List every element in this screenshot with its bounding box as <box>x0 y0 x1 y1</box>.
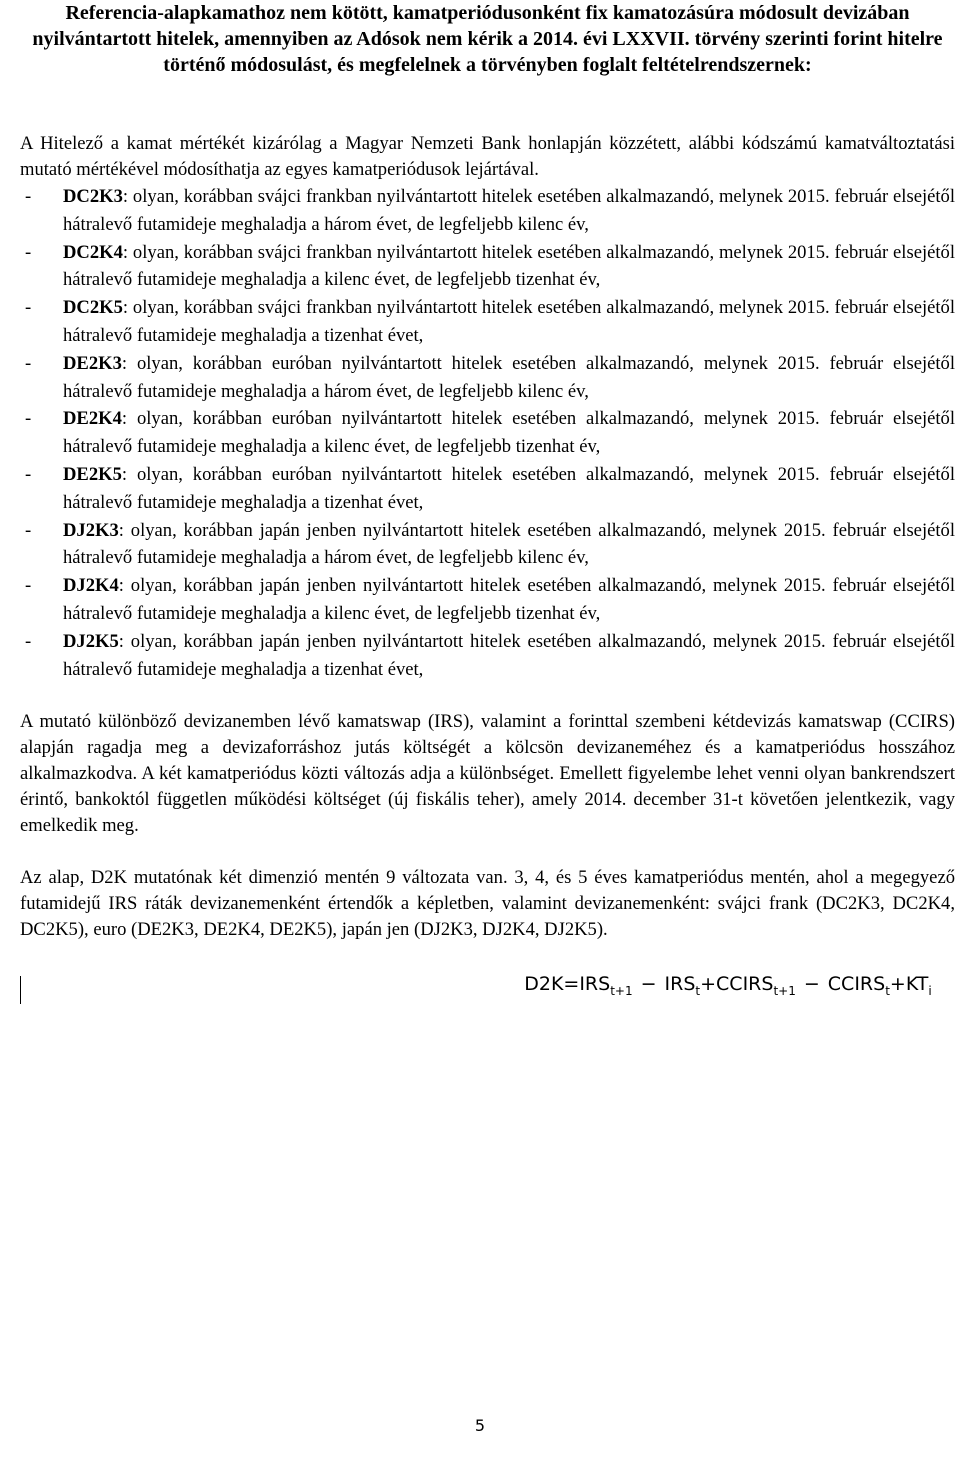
indicator-code: DE2K4 <box>63 408 122 430</box>
indicator-code: DC2K4 <box>63 241 123 263</box>
document-page <box>20 0 955 1013</box>
indicator-item <box>20 572 955 628</box>
formula-sub: i <box>928 984 932 999</box>
indicator-code: DE2K5 <box>63 463 122 485</box>
indicator-item <box>20 461 955 517</box>
indicator-description: : olyan, korábban svájci frankban nyilvántartott hitelek esetében alkalmazandó, melynek 2015. február elsejétől hátralevő futamideje meghaladja a kilenc évet, de legfeljebb tizenhat év, <box>63 241 955 291</box>
formula-sub: t+1 <box>773 984 796 999</box>
section-heading: Referencia-alapkamathoz nem kötött, kamatperiódusonként fix kamatozásúra módosult devizában nyilvántartott hitelek, amennyiben az Adósok nem kérik a 2014. évi LXXVII. törvény szerinti forint hitelre történő módosulást, és megfelelnek a törvényben foglalt feltételrendszernek: <box>32 2 943 76</box>
indicator-item <box>20 405 955 461</box>
indicator-description: : olyan, korábban euróban nyilvántartott hitelek esetében alkalmazandó, melynek 2015. február elsejétől hátralevő futamideje meghaladja a kilenc évet, de legfeljebb tizenhat év, <box>63 408 955 458</box>
variants-paragraph: Az alap, D2K mutatónak két dimenzió mentén 9 változata van. 3, 4, és 5 éves kamatperiódus mentén, ahol a megegyező futamidejű IRS ráták devizanemenként értendők a képletben, valamint devizanemenként: svájci frank (DC2K3, DC2K4, DC2K5), euro (DE2K3, DE2K4, DE2K5), japán jen (DJ2K3, DJ2K4, DJ2K5). <box>20 867 955 941</box>
formula-lhs: D2K=IRS <box>524 973 611 996</box>
list-dash: - <box>25 186 32 207</box>
formula-term: +KT <box>889 973 929 996</box>
indicator-item <box>20 239 955 295</box>
formula-term: +CCIRS <box>700 973 774 996</box>
indicator-code: DE2K3 <box>63 352 122 374</box>
indicator-code: DC2K3 <box>63 186 123 207</box>
list-dash: - <box>25 352 32 374</box>
list-dash: - <box>25 519 32 541</box>
indicator-code: DJ2K4 <box>63 575 119 597</box>
indicator-description: : olyan, korábban euróban nyilvántartott hitelek esetében alkalmazandó, melynek 2015. február elsejétől hátralevő futamideje meghaladja a tizenhat évet, <box>63 463 955 513</box>
formula-term: IRS <box>664 973 696 996</box>
indicator-code: DJ2K5 <box>63 630 119 652</box>
formula-sub: t <box>695 984 701 999</box>
formula-operator: − <box>803 973 820 996</box>
formula-term: CCIRS <box>827 973 886 996</box>
page-number: 5 <box>474 1416 486 1435</box>
indicator-list <box>20 183 955 683</box>
indicator-code: DC2K5 <box>63 297 123 319</box>
list-dash: - <box>25 463 32 485</box>
list-dash: - <box>25 408 32 430</box>
indicator-item <box>20 628 955 684</box>
d2k-formula <box>524 973 932 998</box>
indicator-description: : olyan, korábban japán jenben nyilvántartott hitelek esetében alkalmazandó, melynek 2015. február elsejétől hátralevő futamideje meghaladja a tizenhat évet, <box>63 630 955 680</box>
indicator-code: DJ2K3 <box>63 519 119 541</box>
formula-block <box>20 973 955 1013</box>
indicator-description: : olyan, korábban svájci frankban nyilvántartott hitelek esetében alkalmazandó, melynek 2015. február elsejétől hátralevő futamideje meghaladja a három évet, de legfeljebb kilenc év, <box>63 186 955 235</box>
formula-sub: t+1 <box>610 984 633 999</box>
formula-operator: − <box>640 973 657 996</box>
cursor-bar <box>20 976 21 1004</box>
indicator-item <box>20 517 955 573</box>
formula-sub: t <box>885 984 890 999</box>
list-dash: - <box>25 630 32 652</box>
list-dash: - <box>25 241 32 263</box>
indicator-description: : olyan, korábban svájci frankban nyilvántartott hitelek esetében alkalmazandó, melynek 2015. február elsejétől hátralevő futamideje meghaladja a tizenhat évet, <box>63 297 955 346</box>
indicator-description: : olyan, korábban euróban nyilvántartott hitelek esetében alkalmazandó, melynek 2015. február elsejétől hátralevő futamideje meghaladja a három évet, de legfeljebb kilenc év, <box>63 352 955 402</box>
indicator-description: : olyan, korábban japán jenben nyilvántartott hitelek esetében alkalmazandó, melynek 2015. február elsejétől hátralevő futamideje meghaladja a három évet, de legfeljebb kilenc év, <box>63 519 955 569</box>
list-dash: - <box>25 297 32 319</box>
indicator-item <box>20 350 955 406</box>
intro-paragraph: A Hitelező a kamat mértékét kizárólag a Magyar Nemzeti Bank honlapján közzétett, alábbi kódszámú kamatváltoztatási mutató mértékével módosíthatja az egyes kamatperiódusok lejártával. <box>20 133 955 180</box>
list-dash: - <box>25 575 32 597</box>
indicator-description: : olyan, korábban japán jenben nyilvántartott hitelek esetében alkalmazandó, melynek 2015. február elsejétől hátralevő futamideje meghaladja a kilenc évet, de legfeljebb tizenhat év, <box>63 575 955 624</box>
indicator-item <box>20 294 955 350</box>
methodology-paragraph: A mutató különböző devizanemben lévő kamatswap (IRS), valamint a forinttal szembeni kétdevizás kamatswap (CCIRS) alapján ragadja meg a devizaforráshoz jutás költségét a kölcsön devizaneméhez és a kamatperiódus hosszához alkalmazkodva. A két kamatperiódus közti változás adja a különbséget. Emellett figyelembe lehet venni olyan bankrendszert érintő, bankoktól független működési költséget (új fiskális teher), amely 2014. december 31-t követően jelentkezik, vagy emelkedik meg. <box>20 711 955 837</box>
indicator-item <box>20 183 955 239</box>
